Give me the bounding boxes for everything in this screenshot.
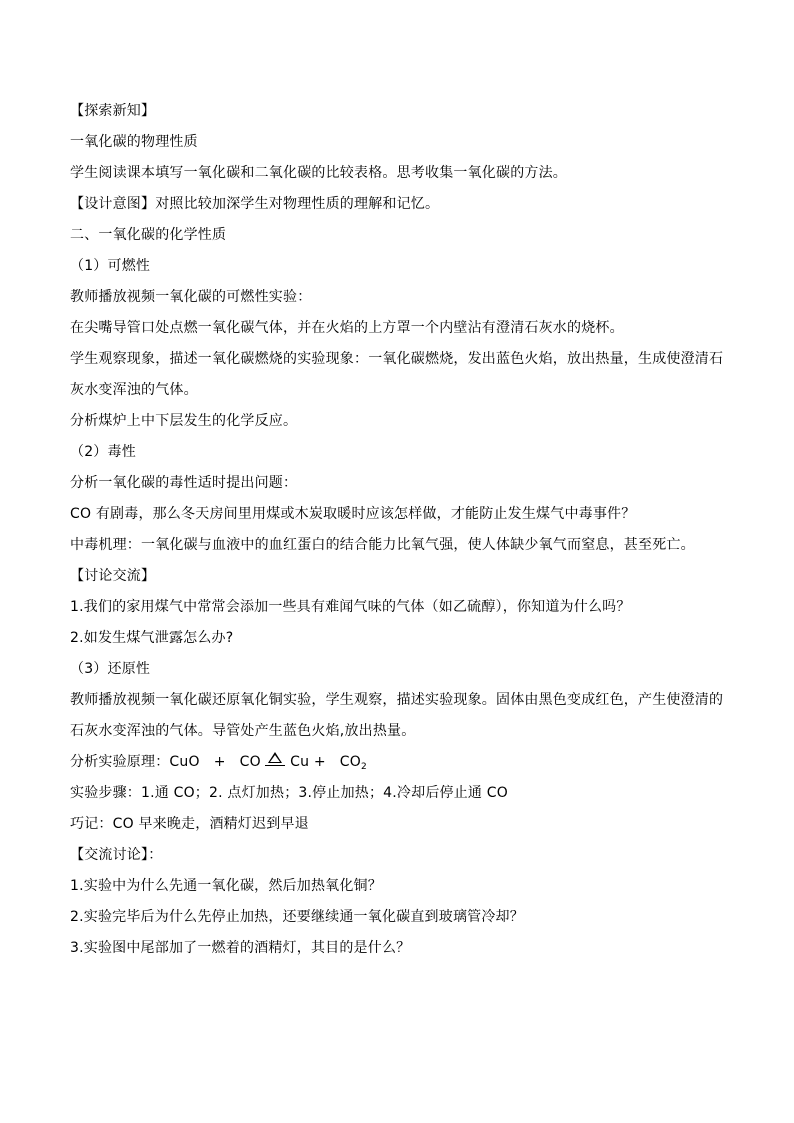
subheading-chemical-properties: 二、一氧化碳的化学性质	[70, 227, 227, 243]
equation-label: 分析实验原理：	[70, 754, 170, 770]
paragraph: 学生观察现象，描述一氧化碳燃烧的实验现象：一氧化碳燃烧，发出蓝色火焰，放出热量，生成使澄清石灰水变浑浊的气体。	[70, 351, 724, 398]
section-heading-explore: 【探索新知】	[70, 103, 156, 119]
paragraph: 在尖嘴导管口处点燃一氧化碳气体，并在火焰的上方罩一个内壁沾有澄清石灰水的烧杯。	[70, 320, 624, 336]
subheading-reducibility: （3）还原性	[70, 661, 151, 677]
experiment-steps: 实验步骤：1.通 CO；2. 点灯加热；3.停止加热；4.冷却后停止通 CO	[70, 785, 508, 801]
paragraph: 分析煤炉上中下层发生的化学反应。	[70, 413, 298, 429]
paragraph: 分析一氧化碳的毒性适时提出问题：	[70, 475, 298, 491]
product-co2: $CO_2$	[339, 754, 367, 772]
question-item: 1.实验中为什么先通一氧化碳，然后加热氧化铜？	[70, 878, 382, 894]
subheading-physical-properties: 一氧化碳的物理性质	[70, 134, 198, 150]
paragraph: 中毒机理：一氧化碳与血液中的血红蛋白的结合能力比氧气强，使人体缺少氧气而窒息，甚至死亡。	[70, 537, 695, 553]
paragraph: 教师播放视频一氧化碳的可燃性实验：	[70, 289, 312, 305]
reactant-co: CO	[239, 754, 261, 770]
design-intent: 【设计意图】对照比较加深学生对物理性质的理解和记忆。	[70, 196, 440, 212]
section-heading-discussion: 【讨论交流】	[70, 568, 156, 584]
heat-condition-icon	[265, 752, 285, 768]
question-item: 3.实验图中尾部加了一燃着的酒精灯，其目的是什么？	[70, 940, 411, 956]
paragraph: 学生阅读课本填写一氧化碳和二氧化碳的比较表格。思考收集一氧化碳的方法。	[70, 165, 567, 181]
reaction-equation	[70, 747, 730, 778]
paragraph: CO 有剧毒，那么冬天房间里用煤或木炭取暖时应该怎样做，才能防止发生煤气中毒事件？	[70, 506, 636, 522]
subheading-combustibility: （1）可燃性	[70, 258, 151, 274]
plus-sign: +	[313, 754, 326, 770]
plus-sign: +	[213, 754, 226, 770]
mnemonic: 巧记：CO 早来晚走，酒精灯迟到早退	[70, 816, 309, 832]
document-page	[70, 96, 730, 964]
product-cu: Cu	[290, 754, 310, 770]
question-item: 2.如发生煤气泄露怎么办?	[70, 630, 234, 646]
question-item: 2.实验完毕后为什么先停止加热，还要继续通一氧化碳直到玻璃管冷却？	[70, 909, 524, 925]
section-heading-exchange: 【交流讨论】：	[70, 847, 163, 863]
reactant-cuo: CuO	[169, 754, 200, 770]
question-item: 1.我们的家用煤气中常常会添加一些具有难闻气味的气体（如乙硫醇），你知道为什么吗？	[70, 599, 631, 615]
paragraph: 教师播放视频一氧化碳还原氧化铜实验，学生观察，描述实验现象。固体由黑色变成红色，产生使澄清的石灰水变浑浊的气体。导管处产生蓝色火焰,放出热量。	[70, 692, 724, 739]
subheading-toxicity: （2）毒性	[70, 444, 136, 460]
